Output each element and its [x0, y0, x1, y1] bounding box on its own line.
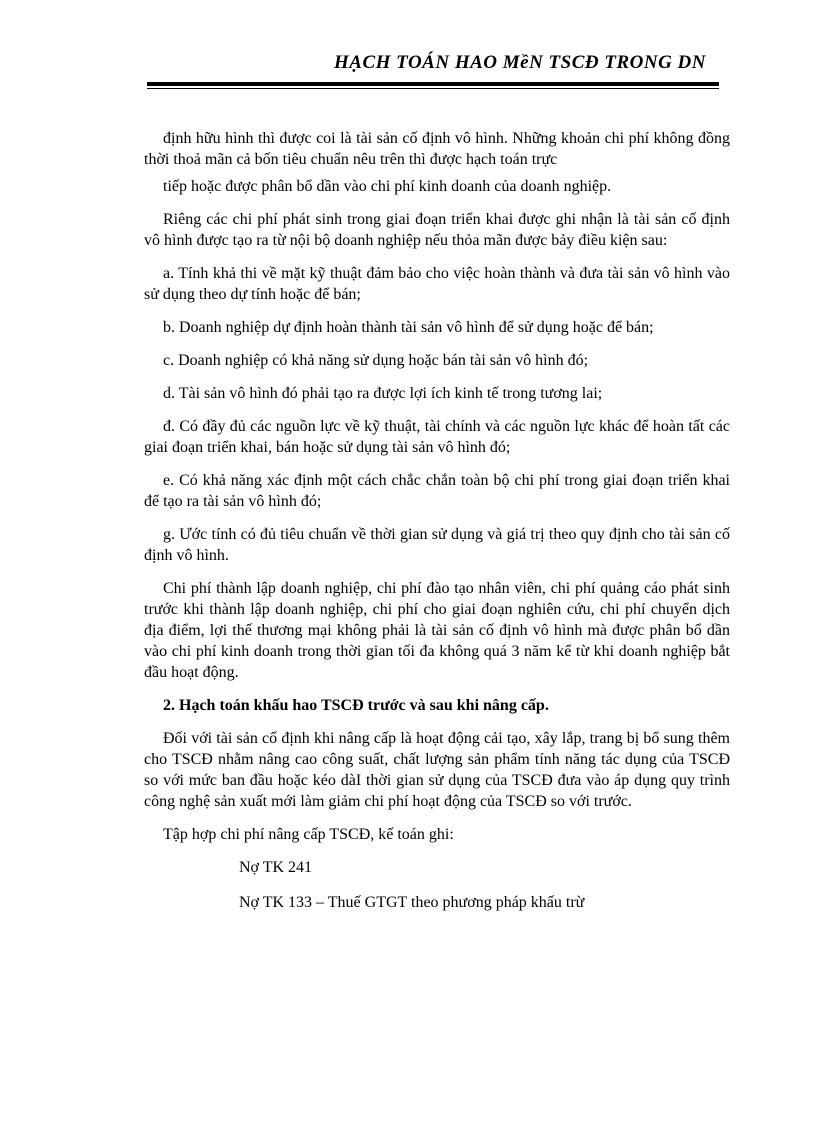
header-title: HẠCH TOÁN HAO MềN TSCĐ TRONG DN	[334, 52, 706, 73]
paragraph: Chi phí thành lập doanh nghiệp, chi phí đào tạo nhân viên, chi phí quảng cáo phát sinh trước khi thành lập doanh nghiệp, chi phí cho giai đoạn nghiên cứu, chi phí chuyển dịch địa điểm, lợi thế thương mại không phải là tài sản cố định vô hình mà được phân bổ dần vào chi phí kinh doanh trong thời gian tối đa không quá 3 năm kể từ khi doanh nghiệp bắt đầu hoạt động.	[144, 580, 730, 681]
list-item: d. Tài sản vô hình đó phải tạo ra được lợi ích kinh tế trong tương lai;	[163, 385, 603, 402]
list-item: a. Tính khả thi về mặt kỹ thuật đảm bảo cho việc hoàn thành và đưa tài sản vô hình vào sử dụng theo dự tính hoặc để bán;	[144, 265, 730, 303]
accounting-entry: Nợ TK 241	[239, 859, 313, 876]
paragraph: Đối với tài sản cố định khi nâng cấp là hoạt động cải tạo, xây lắp, trang bị bổ sung thêm cho TSCĐ nhằm nâng cao công suất, chất lượng sản phẩm tính năng tác dụng của TSCĐ so với mức ban đầu hoặc kéo dàI thời gian sử dụng của TSCĐ đưa vào áp dụng quy trình công nghệ sản xuất mới làm giảm chi phí hoạt động của TSCĐ so với trước.	[144, 730, 730, 810]
section-heading: 2. Hạch toán khấu hao TSCĐ trước và sau khi nâng cấp.	[163, 697, 549, 714]
list-item: b. Doanh nghiệp dự định hoàn thành tài sản vô hình để sử dụng hoặc để bán;	[163, 319, 654, 336]
list-item: g. Ước tính có đủ tiêu chuẩn về thời gian sử dụng và giá trị theo quy định cho tài sản cố định vô hình.	[144, 526, 730, 564]
paragraph: tiếp hoặc được phân bổ dần vào chi phí kinh doanh của doanh nghiệp.	[163, 178, 612, 195]
accounting-entry: Nợ TK 133 – Thuế GTGT theo phương pháp khấu trừ	[239, 894, 585, 911]
list-item: c. Doanh nghiệp có khả năng sử dụng hoặc bán tài sản vô hình đó;	[163, 352, 589, 369]
list-item: e. Có khả năng xác định một cách chắc chắn toàn bộ chi phí trong giai đoạn triển khai để tạo ra tài sản vô hình đó;	[144, 472, 730, 510]
paragraph: Riêng các chi phí phát sinh trong giai đoạn triển khai được ghi nhận là tài sản cố định vô hình được tạo ra từ nội bộ doanh nghiệp nếu thỏa mãn được bảy điều kiện sau:	[144, 211, 730, 249]
list-item: đ. Có đầy đủ các nguồn lực về kỹ thuật, tài chính và các nguồn lực khác để hoàn tất các giai đoạn triển khai, bán hoặc sử dụng tài sản vô hình đó;	[144, 418, 730, 456]
header-rule-thin	[147, 88, 719, 89]
paragraph: định hữu hình thì được coi là tài sản cố định vô hình. Những khoản chi phí không đồng thời thoả mãn cả bốn tiêu chuẩn nêu trên thì được hạch toán trực	[144, 130, 730, 168]
paragraph: Tập hợp chi phí nâng cấp TSCĐ, kế toán ghi:	[163, 826, 454, 843]
header-rule-thick	[147, 82, 719, 86]
document-body	[144, 128, 730, 927]
